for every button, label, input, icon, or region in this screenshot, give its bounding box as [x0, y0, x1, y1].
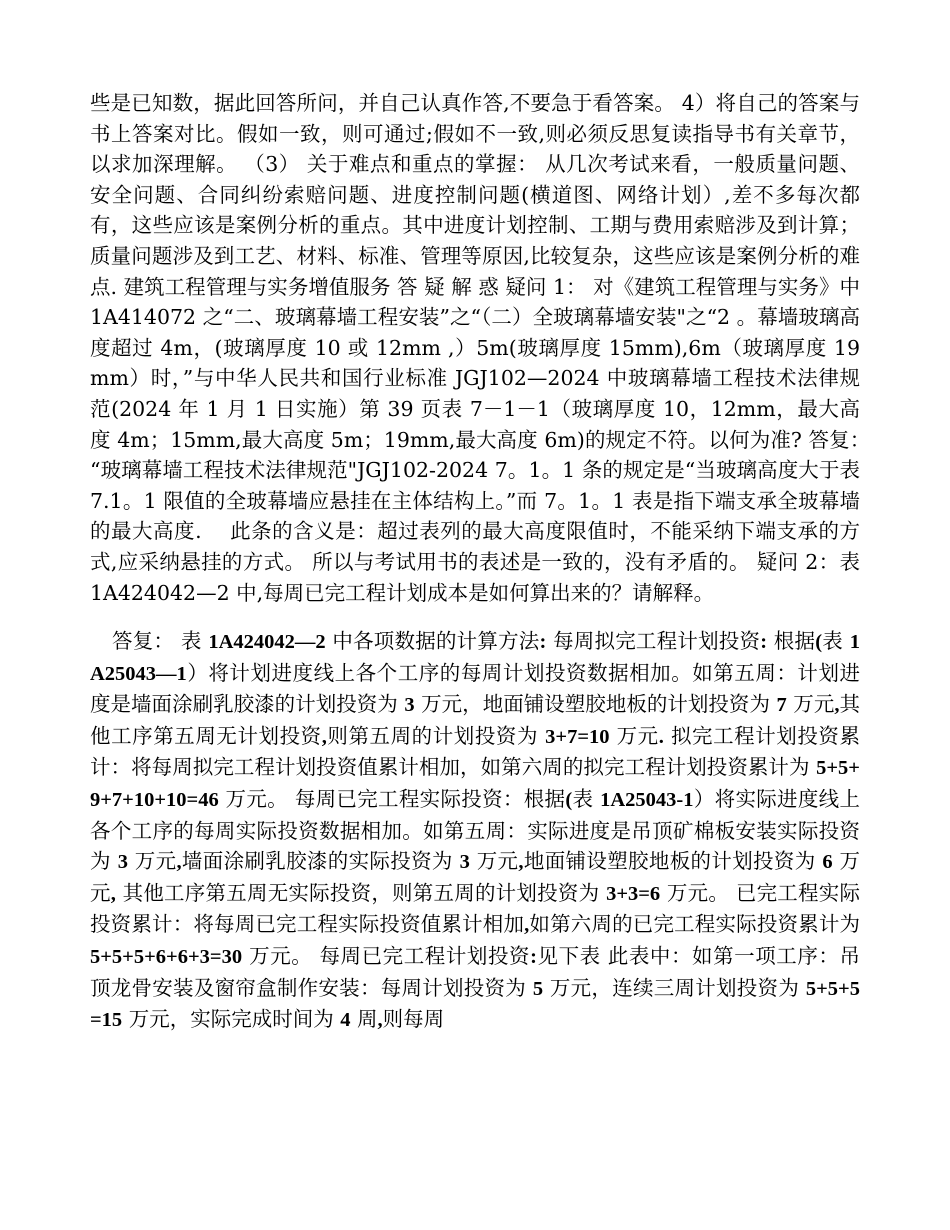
text-run: 万元: [786, 692, 835, 717]
text-run: 万元: [127, 849, 177, 874]
bold-run: ,: [834, 694, 840, 717]
bold-run: ,: [110, 882, 116, 905]
text-run: 万元。 每周已完工程计划投资: [242, 944, 531, 969]
bold-run: ,: [321, 725, 327, 748]
text-run: 其他工序第五周无实际投资，则第五周的计划投资为: [115, 880, 607, 905]
text-run: 中各项数据的计算方法: [325, 629, 540, 654]
bold-run: 7: [776, 694, 787, 717]
text-run: ）将实际进度线上各个工序的每周实际投资数据相加。如第五周：实际进度是吊顶矿棉板安装实际投资为: [90, 787, 860, 874]
text-run: 万元。 每周已完工程实际投资：根据: [218, 787, 566, 812]
bold-run: ,: [176, 851, 182, 874]
bold-run: 3+3=6: [606, 882, 661, 905]
text-run: 见下表 此表中：如第一项工序：吊顶龙骨安装及窗帘盒制作安装：每周计划投资为: [90, 944, 860, 1000]
bold-run: 5+5+5=15: [90, 977, 860, 1032]
text-run: 如第六周的已完工程实际投资累计为: [529, 912, 861, 937]
bold-run: 4: [340, 1009, 351, 1032]
bold-run: 1A25043—1: [90, 631, 860, 685]
bold-run: 3: [404, 694, 415, 717]
body-paragraph-2: [90, 626, 860, 1036]
bold-run: 5+5+9+7+10+10=46: [90, 757, 860, 812]
bold-run: 1A25043-1: [600, 789, 694, 812]
text-run: ）将计划进度线上各个工序的每周计划投资数据相加。如第五周：计划进度是墙面涂刷乳胶漆的计划投资为: [90, 660, 860, 717]
text-run: 则第五周的计划投资为: [326, 723, 546, 748]
text-run: 每周拟完工程计划投资: [546, 629, 761, 654]
bold-run: 5+5+5+6+6+3=30: [90, 946, 243, 969]
bold-run: 3+7=10: [545, 725, 610, 748]
document-page: [90, 88, 901, 1036]
bold-run: 6: [822, 851, 833, 874]
text-run: 周: [350, 1007, 378, 1032]
text-run: 答复： 表: [112, 629, 209, 654]
text-run: 则每周: [382, 1007, 445, 1032]
body-paragraph-1: 些是已知数，据此回答所问，并自己认真作答,不要急于看答案。 4）将自己的答案与书上答案对比。假如一致，则可通过;假如不一致,则必须反思复读指导书有关章节，以求加深理解。 （3） 关于难点和重点的掌握： 从几次考试来看，一般质量问题、安全问题、合同纠纷索赔问题、进度控制问题(横道图、网络计划）,差不多每次都有，这些应该是案例分析的重点。其中进度计划控制、工期与费用索赔涉及到计算；质量问题涉及到工艺、材料、标准、管理等原因,比较复杂，这些应该是案例分析的难点. 建筑工程管理与实务增值服务 答 疑 解 惑 疑问 1： 对《建筑工程管理与实务》中 1A414072 之“二、玻璃幕墙工程安装”之“（二）全玻璃幕墙安装"之“2 。幕墙玻璃高度超过 4m，(玻璃厚度 10 或 12mm ,）5m(玻璃厚度 15mm),6m（玻璃厚度 19mm）时，”与中华人民共和国行业标准 JGJ102—2024 中玻璃幕墙工程技术法律规范(2024 年 1 月 1 日实施）第 39 页表 7－1－1（玻璃厚度 10，12mm，最大高度 4m；15mm,最大高度 5m；19mm,最大高度 6m)的规定不符。以何为准? 答复： “玻璃幕墙工程技术法律规范"JGJ102-2024 7。1。1 条的规定是“当玻璃高度大于表 7.1。1 限值的全玻幕墙应悬挂在主体结构上。”而 7。1。1 表是指下端支承全玻幕墙的最大高度. 此条的含义是：超过表列的最大高度限值时，不能采纳下端支承的方式,应采纳悬挂的方式。 所以与考试用书的表述是一致的，没有矛盾的。 疑问 2：表 1A424042—2 中,每周已完工程计划成本是如何算出来的？请解释。: [90, 91, 901, 605]
text-run: 万元，连续三周计划投资为: [543, 975, 806, 1000]
bold-run: :: [539, 631, 547, 654]
bold-run: .: [658, 725, 664, 748]
bold-run: 5: [532, 977, 544, 1000]
text-run: 表: [572, 787, 601, 812]
text-run: 地面铺设塑胶地板的计划投资为: [523, 849, 823, 874]
bold-run: ,: [377, 1009, 383, 1032]
bold-run: 3: [459, 851, 470, 874]
text-run: 万元: [469, 849, 519, 874]
bold-run: 1A424042—2: [208, 631, 326, 654]
text-run: 万元。 已完工程实际投资累计：将每周已完工程实际投资值累计相加: [90, 880, 860, 937]
bold-run: :: [530, 946, 537, 969]
text-run: 拟完工程计划投资累计：将每周拟完工程计划投资值累计相加，如第六周的拟完工程计划投资累计为: [90, 723, 860, 780]
text-run: 万元，实际完成时间为: [122, 1007, 341, 1032]
text-run: 万元: [90, 849, 860, 905]
bold-run: (: [815, 631, 823, 654]
text-run: 万元，地面铺设塑胶地板的计划投资为: [414, 692, 777, 717]
text-run: 表: [822, 629, 850, 654]
bold-run: (: [565, 789, 573, 812]
bold-run: :: [760, 631, 768, 654]
text-run: 墙面涂刷乳胶漆的实际投资为: [181, 849, 460, 874]
bold-run: ,: [518, 851, 524, 874]
text-run: 万元: [609, 723, 659, 748]
bold-run: 3: [117, 851, 128, 874]
text-run: 根据: [767, 629, 816, 654]
text-run: 其他工序第五周无计划投资: [90, 692, 860, 748]
bold-run: ,: [524, 914, 530, 937]
